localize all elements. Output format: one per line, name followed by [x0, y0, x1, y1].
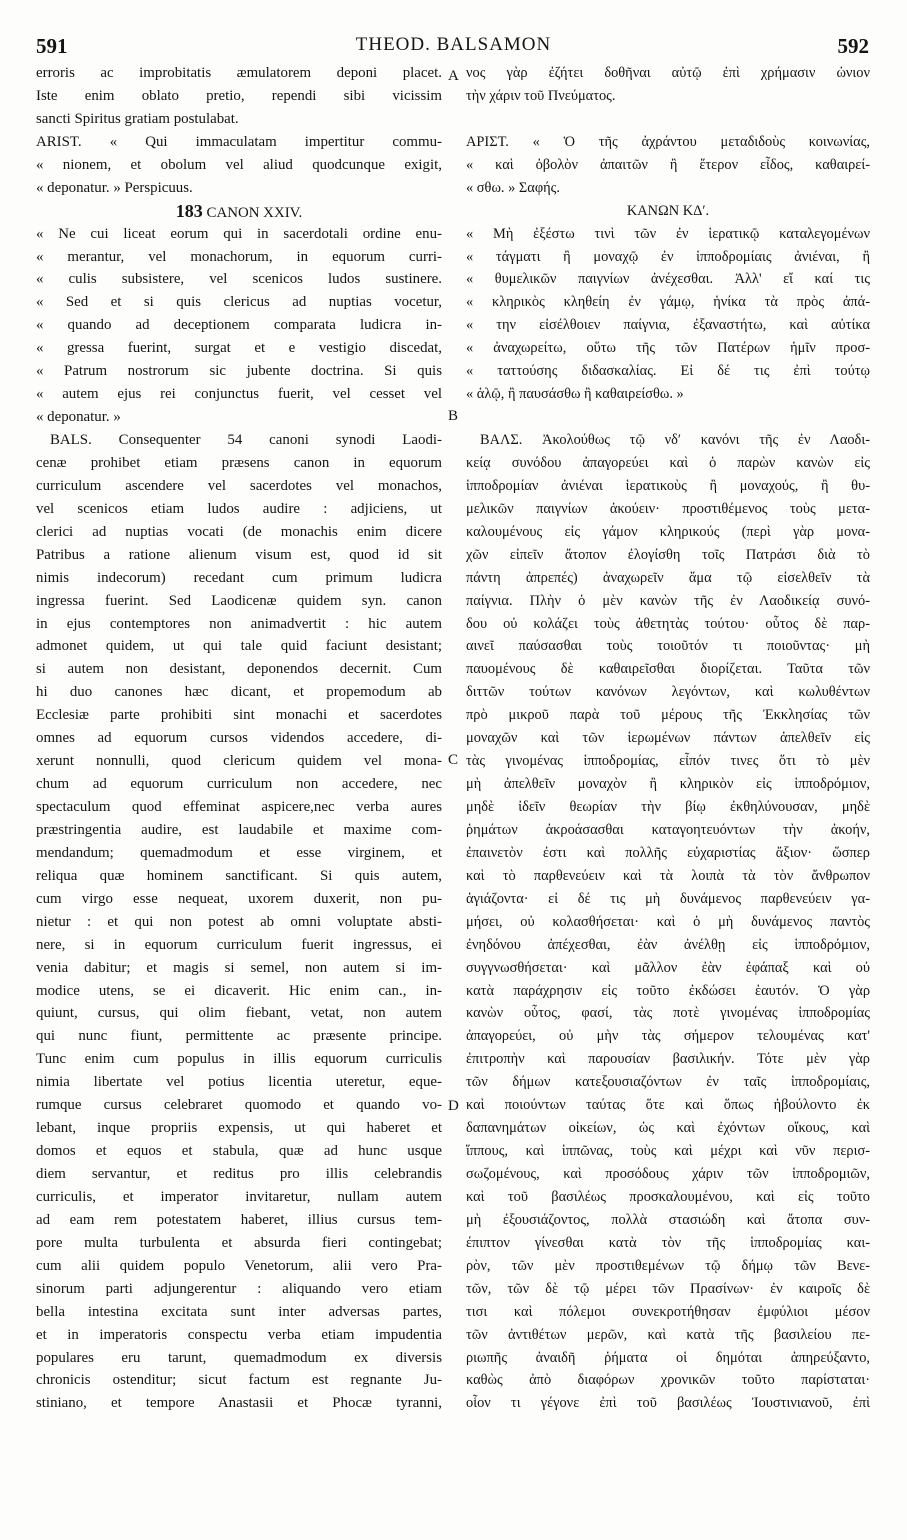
latin-line: nimis indecorum) recedant cum primum ludicra [36, 569, 442, 586]
greek-line: σωζομένους, καὶ προσόδους χάριν τῶν ἱπποδρομιῶν, [466, 1166, 870, 1182]
greek-line: ἵππους, καὶ ἱππῶνας, τοὺς καὶ μέχρι καὶ νῦν περισ- [466, 1143, 870, 1160]
latin-line: hi duo canones hæc dicant, et propemodum ab [36, 684, 442, 701]
margin-letter-d: D [448, 1098, 459, 1114]
greek-line: οἷον τι γέγονε ἐπὶ τοῦ βασιλέως Ἰουστινιανοῦ, ἐπὶ [466, 1395, 870, 1412]
greek-line: δαπανημάτων οἰκείων, ὡς καὶ ἐχόντων οἴκους, καὶ [466, 1120, 870, 1137]
greek-line: τῶν δήμων κατεξουσιαζόντων ἐν ταῖς ἱπποδρομίαις, [466, 1074, 870, 1091]
latin-line: sancti Spiritus gratiam postulabat. [36, 110, 239, 127]
latin-column [36, 62, 442, 1415]
greek-line: ῥημάτων ἀκροάσασθαι καταγοητευόντων τὴν ἀκοήν, [466, 821, 870, 838]
page-number-left: 591 [36, 34, 68, 58]
latin-line: nietur : et qui non potest ab omni voluptate absti- [36, 913, 442, 930]
latin-line: clerici ad nuptias vocati (de monachis enim dicere [36, 523, 442, 540]
latin-line: ingressa fuerint. Sed Laodicenæ quidem syn. canon [36, 592, 442, 609]
latin-line: et in imperatoris conspectu verba etiam impudentia [36, 1326, 442, 1343]
latin-line: cum virgo esse nequeat, uxorem duxerit, non pu- [36, 890, 442, 907]
greek-column [466, 62, 870, 1415]
margin-letter-c: C [448, 752, 459, 768]
greek-line: « ἀναχωρείτω, οὕτω τῆς τῶν Πατέρων ἡμῖν προσ- [466, 340, 870, 357]
greek-line: δου οὐ κολάζει τοὺς ἀθετητὰς τούτου· οὗτος δὲ παρ- [466, 615, 870, 632]
greek-line: « ἁλῷ, ἢ παυσάσθω ἢ καθαιρείσθω. » [466, 386, 684, 403]
greek-line: « ταττούσης διδασκαλίας. Εἰ δέ τις ἐπὶ τούτῳ [466, 363, 870, 380]
greek-line: « κληρικὸς κληθείη ἐν γάμῳ, ἡνίκα τὰ πρὸς ἀπά- [466, 294, 870, 311]
latin-line: nere, si in equorum curriculum fuerit ingressus, ei [36, 936, 442, 953]
greek-line: μελικῶν παιγνίων ἀκούειν· προστιθέμενος τοὺς μετα- [466, 500, 870, 517]
greek-line: ἱπποδρομίαν ἀνιέναι ἱερατικοὺς ἢ μοναχούς, ἢ θυ- [466, 477, 870, 494]
latin-line: « Ne cui liceat eorum qui in sacerdotali ordine enu- [36, 225, 442, 242]
greek-line: μὴ ἐξουσιάζοντος, πολλὰ στασιώδη καὶ ἄτοπα συν- [466, 1211, 870, 1228]
latin-line: qui nunc fiunt, permittente ac præsente principe. [36, 1028, 442, 1045]
greek-line: κατὰ παράχρησιν εἰς τοῦτο ἐκδώσει ἑαυτόν. Ὁ γὰρ [466, 982, 870, 999]
latin-line: diem servantur, et reditus pro illis celebrandis [36, 1166, 442, 1182]
greek-line: « καὶ ὀβολὸν ἀπαιτῶν ἢ ἕτερον εἶδος, καθαιρεί- [466, 156, 870, 173]
greek-line: ρὸν, τῶν μὲν προστιθεμένων τῷ δήμῳ τῶν Βενε- [466, 1257, 870, 1274]
greek-line [466, 406, 870, 429]
latin-line: Iste enim oblato pretio, rependi sibi vicissim [36, 87, 442, 104]
latin-line: cenæ prohibet etiam præsens canon in equorum [36, 454, 442, 471]
running-title: THEOD. BALSAMON [355, 34, 552, 55]
greek-line: ἁγιάζοντα· εἰ δέ τις μὴ δυνάμενος παρθενεύειν γα- [466, 890, 870, 907]
margin-letter-b: B [448, 408, 459, 424]
running-header [0, 34, 907, 64]
greek-line: χῶν εἰπεῖν ἄτοπον ἐλογίσθη τοῖς Πατράσι διὰ τὸ [466, 546, 870, 563]
canon-heading-greek: ΚΑΝΩΝ ΚΔʹ. [626, 202, 710, 219]
latin-line: « Patrum nostrorum sic jubente doctrina. Si quis [36, 363, 442, 380]
latin-line: « nionem, et obolum vel aliud quodcunque exigit, [36, 156, 442, 173]
latin-line: Ecclesiæ parte prohibiti sint monachi et sacerdotes [36, 707, 442, 724]
latin-line: domos et equos et stabula, quæ ad hunc usque [36, 1143, 442, 1160]
greek-line: διττῶν τούτων κανόνων λεγόντων, καὶ κωλυθέντων [466, 684, 870, 701]
latin-line: in ejus contemptores non animadvertit : hic autem [36, 615, 442, 632]
greek-line: τὰς γινομένας ἱπποδρομίας, εἶπόν τινες ὅτι τὸ μὲν [466, 753, 870, 770]
greek-line: « θυμελικῶν παιγνίων ἀνέχεσθαι. Ἀλλ' εἴ καί τις [466, 271, 870, 288]
latin-line: nimia libertate vel potius licentia uteretur, eque- [36, 1074, 442, 1091]
greek-line [466, 108, 870, 131]
greek-line: μοναχῶν καὶ τῶν ἱερωμένων πάντων ἀπελθεῖν εἰς [466, 730, 870, 747]
latin-line: vel scenicos etiam ludos audire : adjiciens, ut [36, 500, 442, 517]
greek-line: τὴν χάριν τοῦ Πνεύματος. [466, 87, 616, 104]
greek-line: ΒΑΛΣ. Ἀκολούθως τῷ νδʹ κανόνι τῆς ἐν Λαοδι- [480, 432, 870, 448]
latin-line: « merantur, vel monachorum, in equorum curri- [36, 248, 442, 265]
greek-line: τισι καὶ πόλεμοι συνεκροτήθησαν ἐμφύλιοι μέσον [466, 1303, 870, 1320]
greek-line: « σθω. » Σαφής. [466, 179, 560, 196]
latin-line: præstringentia audire, est laudabile et maxime com- [36, 821, 442, 838]
latin-line: lebant, inque propriis expensis, ut qui haberet et [36, 1120, 442, 1137]
latin-line: chronicis ostenditur; sicut factum est regnante Ju- [36, 1372, 442, 1389]
latin-line: xerunt nonnulli, quod clericum quidem vel mona- [36, 753, 442, 770]
greek-line: πρὸ μικροῦ παρὰ τοῦ μέρους τῆς Ἐκκλησίας τῶν [466, 707, 870, 724]
greek-line: ἀπαγορεύει, οὐ μὴν τὰς σήμερον τελουμένας κατ' [466, 1028, 870, 1045]
greek-line: συγγνωσθήσεται· καὶ μᾶλλον ἐὰν ἐφάπαξ καὶ οὐ [466, 959, 870, 976]
page-number-right: 592 [837, 34, 869, 58]
latin-line: curriculum ascendere vel sacerdotes vel monachos, [36, 477, 442, 494]
greek-line: τῶν ἀντιθέτων μερῶν, καὶ κατὰ τῆς βασιλείου πε- [466, 1326, 870, 1343]
latin-line: spectaculum quod effeminat aspicere,nec verba aures [36, 799, 442, 815]
greek-line: νος γὰρ ἐζήτει δοθῆναι αὐτῷ ἐπὶ χρήμασιν ὠνιον [466, 65, 870, 81]
latin-line: Tunc enim cum populus in illis equorum curriculis [36, 1051, 442, 1068]
greek-line: κανὼν οὗτος, φασί, τὰς ποτὲ γινομένας ἱπποδρομίας [466, 1005, 870, 1022]
latin-line: stiniano, et tempore Anastasii et Phocæ tyranni, [36, 1395, 442, 1412]
greek-line: έπιπτον γίνεσθαι κατὰ τὸν τῆς ἱπποδρομίας και- [466, 1234, 870, 1251]
greek-line: καθὼς ἀπὸ διαφόρων χρονικῶν τοῦτο παρίσταται· [466, 1372, 870, 1389]
greek-line: « Μὴ ἐξέστω τινὶ τῶν ἐν ἱερατικῷ καταλεγομένων [466, 225, 870, 242]
greek-line: μὴ ἀπελθεῖν μοναχὸν ἢ κληρικὸν εἰς ἱπποδρόμιον, [466, 776, 870, 793]
latin-line: curriculis, et imperator invitaretur, nullam autem [36, 1188, 442, 1205]
canon-heading-latin [36, 200, 442, 223]
latin-line: erroris ac improbitatis æmulatorem deponi placet. [36, 65, 442, 81]
greek-line: μήσει, οὐ κολασθήσεται· καὶ ὁ μὴ δυνάμενος παντὸς [466, 913, 870, 930]
latin-line: mendandum; quemadmodum et esse virginem, et [36, 844, 442, 861]
latin-line: sinorum parti adjungerentur : aliquando vero etiam [36, 1280, 442, 1297]
margin-letter-a: A [448, 68, 459, 84]
latin-line: « gressa fuerint, surgat et e vestigio discedat, [36, 340, 442, 357]
greek-line: καλουμένους εἰς γάμον κληρικούς (περὶ γὰρ μονα- [466, 523, 870, 540]
latin-line: reliqua quæ hominem sanctificant. Si quis autem, [36, 867, 442, 884]
latin-line: « Sed et si quis clericus ad nuptias vocetur, [36, 294, 442, 311]
latin-line: ARIST. « Qui immaculatam impertitur commu- [36, 133, 442, 150]
greek-line: παυομένους δὲ καθαιρεῖσθαι διορίζεται. Ταῦτα τῶν [466, 661, 870, 678]
latin-line: « deponatur. » Perspicuus. [36, 179, 193, 196]
greek-line: ΑΡΙΣΤ. « Ὁ τῆς ἀχράντου μεταδιδοὺς κοινωνίας, [466, 133, 870, 150]
greek-line: αινεῖ παύσασθαι τοὺς τοιοῦτόν τι ποιοῦντας· μὴ [466, 638, 870, 655]
latin-line: BALS. Consequenter 54 canoni synodi Laodi- [50, 432, 442, 448]
greek-line: ἐνηδόνου ἀπέχεσθαι, ἐὰν ἀνέλθῃ εἰς ἱπποδρόμιον, [466, 936, 870, 953]
latin-line: si autem non desistant, deponendos decernit. Cum [36, 661, 442, 678]
greek-line: καὶ τὸ παρθενεύειν καὶ τὰ λοιπὰ τὰ τὸν ἄνθρωπον [466, 867, 870, 884]
canon-title-latin: CANON XXIV. [206, 204, 303, 221]
latin-line: ad eam rem potestatem haberet, illius cursus tem- [36, 1211, 442, 1228]
greek-line: μηδὲ ἰδεῖν θεωρίαν τὴν βίῳ ἐκθηλύνουσαν, μηδὲ [466, 799, 870, 815]
latin-line: omnes ad equorum cursos videndos accedere, di- [36, 730, 442, 747]
latin-line: admonet quidem, ut qui tale quid faciunt desistant; [36, 638, 442, 655]
greek-line: ριωπῆς ἀναιδῆ ῥήματα οἱ δημόται ἀπηρεύξαντο, [466, 1349, 870, 1366]
latin-line: quiunt, cursus, qui olim fiebant, vetat, non autem [36, 1005, 442, 1022]
greek-line: ἐπιτροπὴν καὶ παρουσίαν βασιλικήν. Τότε μὲν γὰρ [466, 1051, 870, 1068]
greek-line: « την εἰσέλθοιεν παίγνια, ἐξαναστήτω, καὶ αὐτίκα [466, 317, 870, 334]
latin-line: chum ad equorum curriculum non accedere, nec [36, 776, 442, 793]
section-number: 183 [175, 200, 203, 221]
greek-line: καὶ τοῦ βασιλέως προσκαλουμένου, καὶ εἰς τοῦτο [466, 1188, 870, 1205]
greek-line: κείᾳ συνόδου ἀπαγορεύει καὶ ὁ παρὼν κανὼν εἰς [466, 454, 870, 471]
latin-line: Patribus a ratione alienum visum est, quod id sit [36, 546, 442, 563]
greek-line: πάντη ἀπρεπές) ἀναχωρεῖν ἅμα τῷ εἰσελθεῖν τὰ [466, 569, 870, 586]
latin-line: « deponatur. » [36, 409, 121, 426]
greek-line: « τάγματι ἢ μοναχῷ ἐν ἱπποδρομίαις ἀνιέναι, ἢ [466, 248, 870, 265]
greek-line: τῶν, τῶν δὲ τῷ μέρει τῶν Πρασίνων· ἐν καιροῖς δὲ [466, 1280, 870, 1297]
greek-line: καὶ ποιούντων ταύτας ὅτε καὶ ὅπως ἠβούλοντο ἐκ [466, 1097, 870, 1114]
latin-line: « quando ad deceptionem comparata ludicra in- [36, 317, 442, 334]
latin-line: pore multa turbulenta et absurda fieri contingebat; [36, 1234, 442, 1251]
latin-line: « culis subsistere, vel scenicos ludos sustinere. [36, 271, 442, 288]
latin-line: modice utens, se ei dicaverit. Hic enim can., in- [36, 982, 442, 999]
latin-line: cum alii quidem populo Venetorum, alii vero Pra- [36, 1257, 442, 1274]
greek-line: παίγνια. Πλὴν ὁ μὲν κανὼν τῆς ἐν Λαοδικείᾳ συνό- [466, 592, 870, 609]
greek-line: ἐπαινετὸν ἐστι καὶ πολλῆς εὐχαριστίας ἄξιον· ὥσπερ [466, 844, 870, 861]
latin-line: venia dabitur; et magis si semel, non autem si im- [36, 959, 442, 976]
latin-line: bella intestina excitata sunt inter adversas partes, [36, 1303, 442, 1320]
latin-line: rumque cursus celebraret quomodo et quando vo- [36, 1097, 442, 1114]
latin-line: « autem ejus rei conjunctus fuerit, vel cesset vel [36, 386, 442, 403]
latin-line: populares eru tarunt, quemadmodum ex diversis [36, 1349, 442, 1366]
